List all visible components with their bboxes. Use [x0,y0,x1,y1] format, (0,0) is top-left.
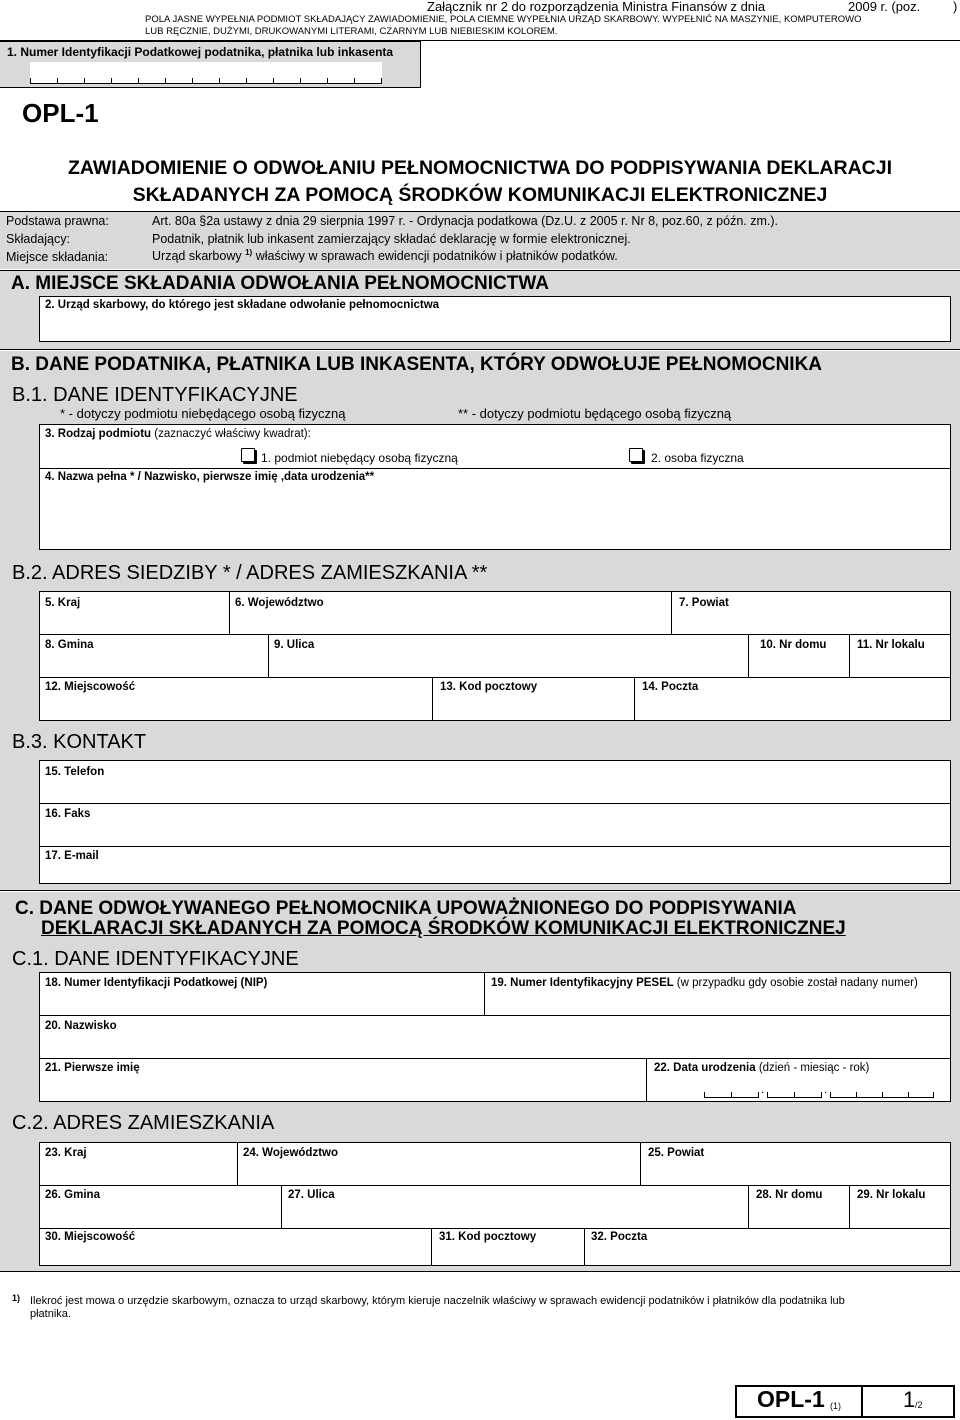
attorney-country-label: 23. Kraj [45,1147,87,1159]
attorney-surname-field[interactable] [39,1015,951,1059]
footnote-mark: 1) [12,1293,21,1303]
street-label: 9. Ulica [274,639,315,651]
nip-input[interactable] [30,62,382,84]
section-b3-title: B.3. KONTAKT [12,731,147,753]
post-office-label: 14. Poczta [642,681,699,693]
email-label: 17. E-mail [45,850,99,862]
attorney-birth-date-label: 22. Data urodzenia (dzień - miesiąc - rok) [654,1062,870,1074]
note-non-natural-person: * - dotyczy podmiotu niebędącego osobą fizyczną [60,406,346,421]
birth-date-input[interactable]: . . [704,1086,934,1098]
attorney-street-label: 27. Ulica [288,1189,335,1201]
house-number-label: 10. Nr domu [760,639,827,651]
attorney-commune-label: 26. Gmina [45,1189,100,1201]
attorney-nip-label: 18. Numer Identyfikacji Podatkowej (NIP) [45,977,268,989]
street-field[interactable] [268,634,749,678]
section-a-title: A. MIEJSCE SKŁADANIA ODWOŁANIA PEŁNOMOCNICTWA [11,273,549,294]
footer-page-count: /2 [915,1400,923,1410]
postal-code-label: 13. Kod pocztowy [440,681,538,693]
footer-form-code: OPL-1 [757,1386,825,1412]
nip-field-label: 1. Numer Identyfikacji Podatkowej podatnika, płatnika lub inkasenta [7,45,394,59]
annex-reference: Załącznik nr 2 do rozporządzenia Ministra Finansów z dnia [427,0,766,14]
apartment-number-label: 11. Nr lokalu [857,639,925,651]
instructions-line-2: LUB RĘCZNIE, DUŻYMI, DRUKOWANYMI LITERAMI, CZARNYM LUB NIEBIESKIM KOLOREM. [145,26,558,37]
attorney-surname-label: 20. Nazwisko [45,1020,117,1032]
voivodeship-label: 6. Województwo [235,597,324,609]
form-code: OPL-1 [22,98,99,128]
filer-label: Składający: [6,232,70,246]
attorney-first-name-label: 21. Pierwsze imię [45,1062,140,1074]
attorney-city-label: 30. Miejscowość [45,1231,136,1243]
natural-person-label: 2. osoba fizyczna [651,451,744,465]
attorney-street-field[interactable] [281,1185,749,1229]
annex-year: 2009 r. (poz. [848,0,921,14]
form-title-line-1: ZAWIADOMIENIE O ODWOŁANIU PEŁNOMOCNICTWA DO PODPISYWANIA DEKLARACJI [67,157,893,179]
city-label: 12. Miejscowość [45,681,136,693]
phone-label: 15. Telefon [45,766,105,778]
county-label: 7. Powiat [679,597,729,609]
attorney-postal-code-label: 31. Kod pocztowy [439,1231,537,1243]
footnote-line-1: Ilekroć jest mowa o urzędzie skarbowym, oznacza to urząd skarbowy, którym kieruje naczelnik właściwy w sprawach ewidencji podatników i płatników dla podatnika lub [30,1295,845,1307]
email-field[interactable] [39,846,951,884]
form-title-line-2: SKŁADANYCH ZA POMOCĄ ŚRODKÓW KOMUNIKACJI ELEKTRONICZNEJ [132,184,828,206]
footer-page-number: 1 [903,1387,916,1412]
place-label: Miejsce składania: [6,250,109,264]
fax-label: 16. Faks [45,808,91,820]
section-c-title-line-1: C. DANE ODWOŁYWANEGO PEŁNOMOCNIKA UPOWAŻNIONEGO DO PODPISYWANIA [15,898,797,919]
footer-form-variant: (1) [830,1401,841,1411]
legal-basis-value: Art. 80a §2a ustawy z dnia 29 sierpnia 1997 r. - Ordynacja podatkowa (Dz.U. z 2005 r. Nr 8, poz.60, z późn. zm.). [152,214,779,228]
place-value: Urząd skarbowy $^{1)}$ właściwy w sprawach ewidencji podatników i płatników podatków. [152,248,618,264]
section-c-title-line-2: DEKLARACJI SKŁADANYCH ZA POMOCĄ ŚRODKÓW KOMUNIKACJI ELEKTRONICZNEJ [41,918,846,939]
instructions-line-1: POLA JASNE WYPEŁNIA PODMIOT SKŁADAJĄCY ZAWIADOMIENIE, POLA CIEMNE WYPEŁNIA URZĄD SKARBOWY. WYPEŁNIĆ NA MASZYNIE, KOMPUTEROWO [145,14,862,25]
attorney-house-number-label: 28. Nr domu [756,1189,823,1201]
non-natural-person-label: 1. podmiot niebędący osobą fizyczną [261,451,458,465]
country-label: 5. Kraj [45,597,81,609]
footnote-line-2: płatnika. [30,1308,71,1320]
attorney-apartment-number-label: 29. Nr lokalu [857,1189,926,1201]
section-c1-title: C.1. DANE IDENTYFIKACYJNE [12,948,299,970]
non-natural-person-checkbox[interactable] [241,448,255,462]
section-b-title: B. DANE PODATNIKA, PŁATNIKA LUB INKASENTA, KTÓRY ODWOŁUJE PEŁNOMOCNIKA [11,354,823,375]
filer-value: Podatnik, płatnik lub inkasent zamierzający składać deklarację w formie elektronicznej. [152,232,631,246]
section-b2-title: B.2. ADRES SIEDZIBY * / ADRES ZAMIESZKANIA ** [12,562,488,584]
attorney-post-office-label: 32. Poczta [591,1231,648,1243]
attorney-county-label: 25. Powiat [648,1147,705,1159]
tax-office-label: 2. Urząd skarbowy, do którego jest składane odwołanie pełnomocnictwa [45,299,440,311]
phone-field[interactable] [39,760,951,804]
section-b1-title: B.1. DANE IDENTYFIKACYJNE [12,384,298,406]
section-c2-title: C.2. ADRES ZAMIESZKANIA [12,1112,275,1134]
fax-field[interactable] [39,803,951,847]
legal-basis-label: Podstawa prawna: [6,214,109,228]
full-name-label: 4. Nazwa pełna * / Nazwisko, pierwsze imię ,data urodzenia** [45,471,375,483]
natural-person-checkbox[interactable] [629,448,643,462]
attorney-pesel-label: 19. Numer Identyfikacyjny PESEL (w przypadku gdy osobie został nadany numer) [491,977,918,989]
attorney-voivodeship-label: 24. Województwo [243,1147,338,1159]
entity-type-label: 3. Rodzaj podmiotu (zaznaczyć właściwy kwadrat): [45,428,311,440]
note-natural-person: ** - dotyczy podmiotu będącego osobą fizyczną [458,406,732,421]
annex-close: ) [953,0,958,14]
commune-label: 8. Gmina [45,639,94,651]
